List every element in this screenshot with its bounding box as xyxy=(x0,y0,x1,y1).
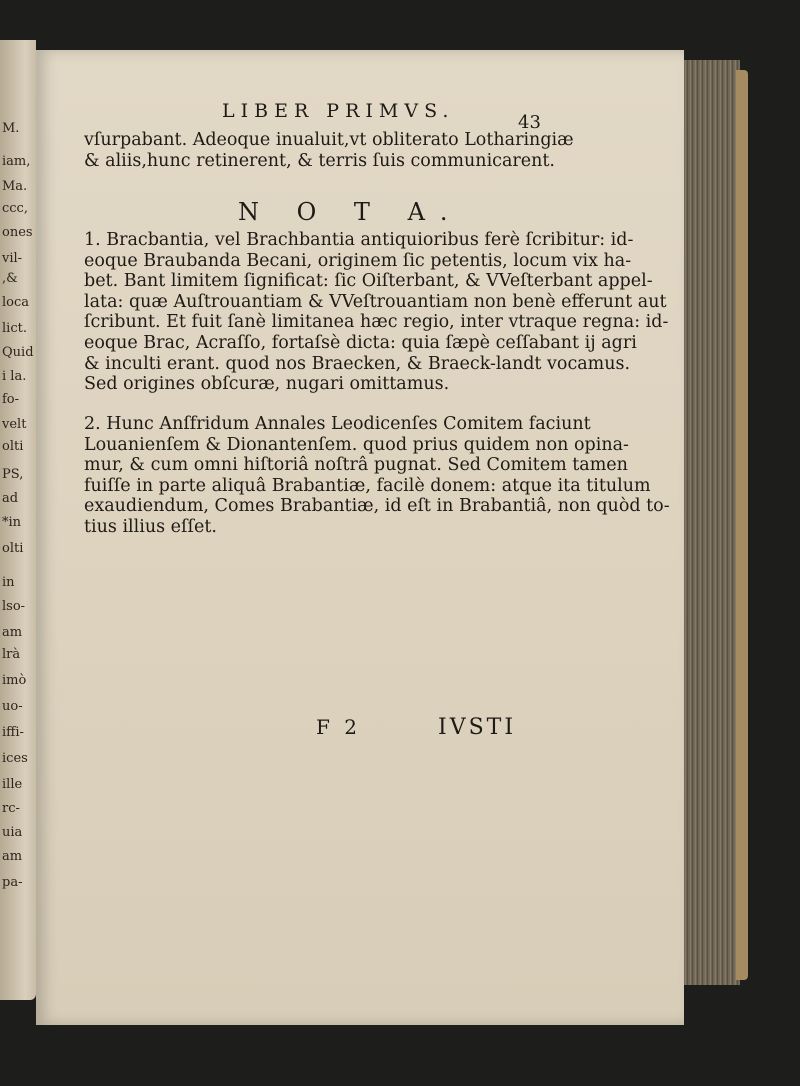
fragment-line: rc- xyxy=(2,801,20,816)
fragment-line: pa- xyxy=(2,875,23,890)
text-line: eoque Braubanda Becani, originem ſic petentis, locum vix ha- xyxy=(84,250,632,271)
fragment-line: M. xyxy=(2,121,20,136)
fragment-line: Quid xyxy=(2,345,34,360)
fragment-line: ones xyxy=(2,225,33,240)
fragment-line: Ma. xyxy=(2,179,28,194)
text-line: tius illius eſſet. xyxy=(84,516,217,537)
running-title: LIBER PRIMVS. xyxy=(222,100,455,122)
text-line: eoque Brac, Acraſſo, fortaſsè dicta: quia ſæpè ceſſabant ij agri xyxy=(84,332,637,353)
fragment-line: olti xyxy=(2,541,24,556)
text-line: bet. Bant limitem ſignificat: ſic Oiſterbant, & VVeſterbant appel- xyxy=(84,271,653,292)
catchword: IVSTI xyxy=(438,715,517,740)
note-1 xyxy=(84,230,669,395)
text-line: Louanienſem & Dionantenſem. quod prius quidem non opina- xyxy=(84,434,629,455)
fragment-line: ccc, xyxy=(2,201,28,216)
fragment-line: lso- xyxy=(2,599,26,614)
fragment-line: ad xyxy=(2,491,19,506)
fragment-line: am xyxy=(2,625,23,640)
text-line: Sed origines obſcuræ, nugari omittamus. xyxy=(84,374,450,395)
fragment-line: vil- xyxy=(2,251,23,266)
fragment-line: am xyxy=(2,849,23,864)
note-2 xyxy=(84,414,670,538)
fragment-line: velt xyxy=(2,417,27,432)
adjacent-page-edge xyxy=(0,40,36,1000)
fragment-line: iffi- xyxy=(2,725,24,740)
fragment-line: lrà xyxy=(2,647,21,662)
fragment-line: imò xyxy=(2,673,27,688)
fragment-line: fo- xyxy=(2,392,20,407)
text-line: vſurpabant. Adeoque inualuit,vt obliterato Lotharingiæ xyxy=(84,130,574,150)
fragment-line: iam, xyxy=(2,154,31,169)
page-number: 43 xyxy=(518,112,541,133)
book-cover-edge xyxy=(736,70,748,980)
text-line: & aliis,hunc retinerent, & terris ſuis communicarent. xyxy=(84,150,555,171)
text-line: ſcribunt. Et fuit ſanè limitanea hæc regio, inter vtraque regna: id- xyxy=(84,312,669,333)
text-line: exaudiendum, Comes Brabantiæ, id eſt in Brabantiâ, non quòd to- xyxy=(84,496,670,517)
text-line: mur, & cum omni hiſtoriâ noſtrâ pugnat. Sed Comitem tamen xyxy=(84,455,628,476)
fragment-line: loca xyxy=(2,295,30,310)
signature-mark: F 2 xyxy=(316,715,361,739)
text-line: lata: quæ Auſtrouantiam & VVeſtrouantiam non benè efferunt aut xyxy=(84,291,667,312)
text-line: & inculti erant. quod nos Braecken, & Braeck-landt vocamus. xyxy=(84,353,631,374)
fragment-line: ices xyxy=(2,751,28,766)
fragment-line: in xyxy=(2,575,15,590)
fragment-line: ,& xyxy=(2,271,18,286)
fragment-line: PS, xyxy=(2,467,24,482)
book-fore-edge xyxy=(684,60,740,985)
fragment-line: uo- xyxy=(2,699,23,714)
fragment-line: uia xyxy=(2,825,23,840)
fragment-line: *in xyxy=(2,515,22,530)
notes-heading: N O T A. xyxy=(238,198,463,226)
fragment-line: olti xyxy=(2,439,24,454)
text-line: 1. Bracbantia, vel Brachbantia antiquioribus ferè ſcribitur: id- xyxy=(84,230,634,250)
text-line: fuiſſe in parte aliquâ Brabantiæ, facilè donem: atque ita titulum xyxy=(84,475,651,496)
fragment-line: ille xyxy=(2,777,23,792)
intro-paragraph xyxy=(84,130,584,171)
fragment-line: lict. xyxy=(2,321,27,336)
text-line: 2. Hunc Anſfridum Annales Leodicenſes Comitem faciunt xyxy=(84,414,591,434)
fragment-line: i la. xyxy=(2,369,27,384)
